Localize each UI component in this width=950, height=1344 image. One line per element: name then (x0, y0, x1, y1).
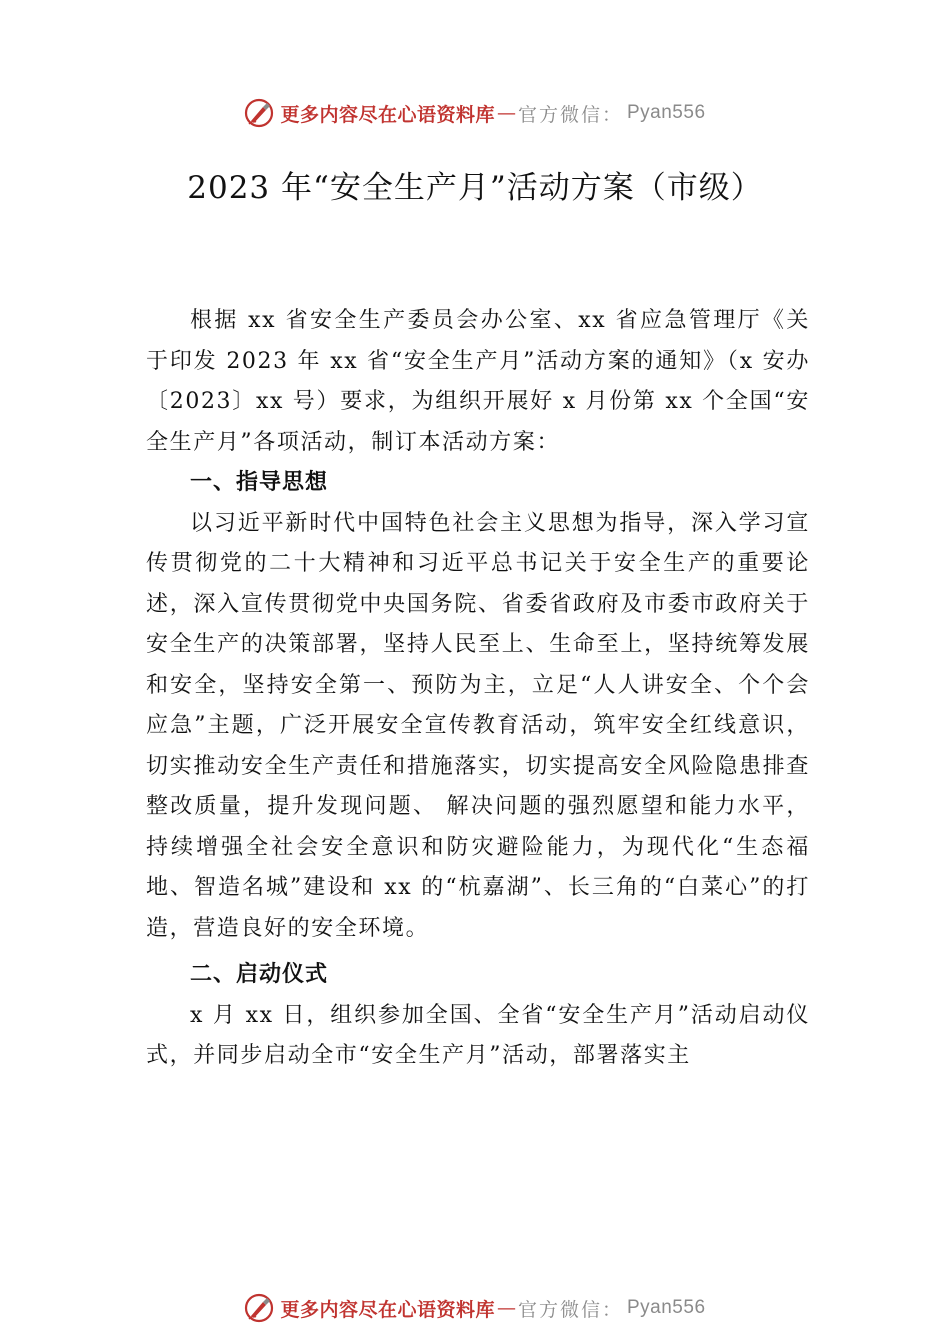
watermark-wechat-id: Pyan556 (627, 1297, 706, 1318)
pen-logo-icon (244, 1293, 274, 1323)
watermark-dash: — (496, 1297, 516, 1319)
document-title: 2023 年“安全生产月”活动方案（市级） (187, 170, 763, 206)
launch-ceremony-paragraph: x 月 xx 日，组织参加全国、全省“安全生产月”活动启动仪式，并同步启动全市“安全生产月”活动，部署落实主 (146, 1002, 810, 1068)
watermark-wechat-id: Pyan556 (627, 102, 706, 123)
watermark-header (0, 93, 950, 133)
pen-logo-icon (244, 98, 274, 128)
watermark-label: 官方微信： (517, 103, 623, 126)
section-heading-launch-ceremony: 二、启动仪式 (190, 962, 329, 987)
watermark-brand: 更多内容尽在心语资料库 (280, 103, 495, 126)
document-body (146, 301, 810, 1077)
section-heading-guiding-thought: 一、指导思想 (190, 470, 329, 495)
watermark-dash: — (496, 102, 516, 124)
watermark-footer (0, 1288, 950, 1328)
watermark-brand: 更多内容尽在心语资料库 (280, 1298, 495, 1321)
watermark-label: 官方微信： (517, 1298, 623, 1321)
guiding-thought-paragraph: 以习近平新时代中国特色社会主义思想为指导，深入学习宣传贯彻党的二十大精神和习近平总书记关于安全生产的重要论述，深入宣传贯彻党中央国务院、省委省政府及市委市政府关于安全生产的决策部署，坚持人民至上、生命至上，坚持统筹发展和安全，坚持安全第一、预防为主，立足“人人讲安全、个个会应急”主题，广泛开展安全宣传教育活动，筑牢安全红线意识，切实推动安全生产责任和措施落实，切实提高安全风险隐患排查整改质量，提升发现问题、 解决问题的强烈愿望和能力水平，持续增强全社会安全意识和防灾避险能力，为现代化“生态福地、智造名城”建设和 xx 的“杭嘉湖”、长三角的“白菜心”的打造，营造良好的安全环境。 (146, 510, 810, 941)
intro-paragraph: 根据 xx 省安全生产委员会办公室、xx 省应急管理厅《关于印发 2023 年 xx 省“安全生产月”活动方案的通知》（x 安办〔2023〕xx 号）要求，为组织开展好 x 月份第 xx 个全国“安全生产月”各项活动，制订本活动方案： (146, 308, 810, 455)
